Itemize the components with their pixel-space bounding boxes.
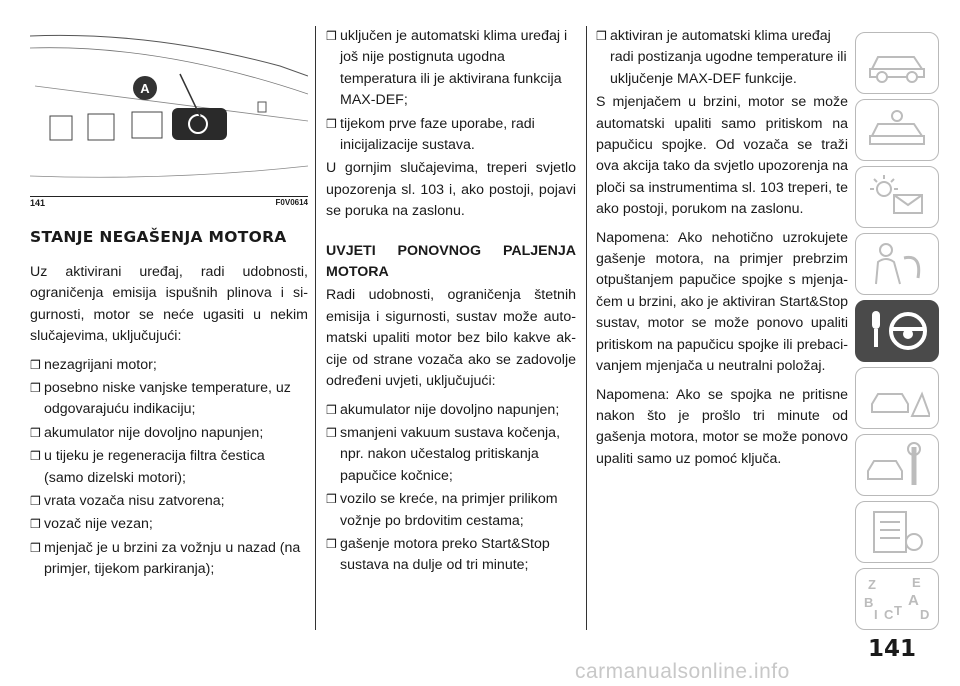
tab-index[interactable] <box>855 568 939 630</box>
svg-text:T: T <box>894 603 902 618</box>
column-divider <box>315 26 316 630</box>
tab-car[interactable] <box>855 32 939 94</box>
tab-maintenance[interactable] <box>855 434 939 496</box>
dashboard-figure <box>30 26 308 196</box>
bullet-icon: ❒ <box>326 116 337 131</box>
section-heading-uvjeti: UVJETI PONOVNOG PALJENJA MOTORA <box>326 242 576 281</box>
svg-text:E: E <box>912 575 921 590</box>
list-item: ❒ aktiviran je automatski klima uređaj radi postizanja ugodne temperature ili uključenje MAX-DEF funkcije. <box>596 26 848 90</box>
paragraph: Napomena: Ako nehotično uzrokujete gašenje motora, na primjer prebrzim otpuštanjem papučice spojke s mjenja-čem u brzini, ako je aktiviran Start&Stop sustav, motor se može ponovo upaliti pritiskom na papučicu spojke ili prebaci-vanjem mjenjača u neutralni položaj. <box>596 229 848 375</box>
list-item: ❒ akumulator nije dovoljno napunjen; <box>326 400 576 421</box>
bullet-icon: ❒ <box>30 449 41 464</box>
list-item: ❒ vozilo se kreće, na primjer prilikom vožnje po brdovitim cestama; <box>326 489 576 532</box>
list-item: ❒ nezagrijani motor; <box>30 355 308 376</box>
svg-text:I: I <box>874 607 878 622</box>
page-number: 141 <box>867 636 916 662</box>
alphabet-index-icon <box>864 575 930 623</box>
svg-text:A: A <box>908 592 919 609</box>
list-item: ❒ gašenje motora preko Start&Stop sustava na dulje od tri minute; <box>326 534 576 577</box>
svg-text:D: D <box>920 607 930 622</box>
paragraph: Uz aktivirani uređaj, radi udobnosti, ograničenja emisija ispušnih plinova i si-gurnosti, motor se neće ugasiti u nekim slučajevima, uključujući: <box>30 264 308 345</box>
tab-car-info[interactable] <box>855 99 939 161</box>
bullet-icon: ❒ <box>326 536 337 551</box>
list-item: ❒ u tijeku je regeneracija filtra čestica (samo dizelski motori); <box>30 446 308 489</box>
watermark: carmanualsonline.info <box>575 660 790 683</box>
emergency-triangle-icon <box>864 374 930 422</box>
list-item: ❒ vozač nije vezan; <box>30 514 308 535</box>
column-1 <box>30 262 308 583</box>
svg-text:C: C <box>884 607 894 622</box>
bullet-icon: ❒ <box>30 540 41 555</box>
bullet-icon: ❒ <box>326 29 337 43</box>
list-item: ❒ smanjeni vakuum sustava kočenja, npr. nakon učestalog pritiskanja papučice kočnice; <box>326 423 576 487</box>
bullet-icon: ❒ <box>30 357 41 372</box>
tab-safety[interactable] <box>855 233 939 295</box>
column-2 <box>326 26 576 579</box>
list-item: ❒ vrata vozača nisu zatvorena; <box>30 491 308 512</box>
paragraph: Radi udobnosti, ograničenja štetnih emisija i sigurnosti, sustav može auto-matski upaliti motor bez bilo kakve ak-cije od strane vozača ako se zadovolje određeni uvjeti, uključujući: <box>326 287 576 390</box>
paragraph: U gornjim slučajevima, treperi svjetlo upozorenja sl. 103 i, ako postoji, pojavi se poruka na zaslonu. <box>326 160 576 220</box>
tab-starting-driving[interactable] <box>855 300 939 362</box>
key-steering-wheel-icon <box>864 307 930 355</box>
bullet-icon: ❒ <box>30 494 41 509</box>
figure-code: F0V0614 <box>275 198 308 207</box>
bullet-icon: ❒ <box>326 425 337 440</box>
list-item: ❒ uključen je automatski klima uređaj i još nije postignuta ugodna temperatura ili je aktivirana funkcija MAX-DEF; <box>326 26 576 112</box>
tab-warning-lights[interactable] <box>855 166 939 228</box>
paragraph: Napomena: Ako se spojka ne pritisne nakon što je prošlo tri minute od gašenja motora, motor se može ponovo upaliti samo uz pomoć ključa. <box>596 386 848 467</box>
section-heading-stanje: STANJE NEGAŠENJA MOTORA <box>30 228 287 246</box>
warning-lights-icon <box>864 173 930 221</box>
seatbelt-safety-icon <box>864 240 930 288</box>
list-item: ❒ posebno niske vanjske temperature, uz odgovarajuću indikaciju; <box>30 378 308 421</box>
bullet-icon: ❒ <box>326 492 337 507</box>
maintenance-wrench-icon <box>864 441 930 489</box>
figure-callout-a: A <box>140 81 150 96</box>
car-info-icon <box>864 106 930 154</box>
tab-technical-data[interactable] <box>855 501 939 563</box>
list-item: ❒ mjenjač je u brzini za vožnju u nazad (na primjer, tijekom parkiranja); <box>30 538 308 581</box>
figure-caption <box>30 196 308 211</box>
svg-text:B: B <box>864 595 874 610</box>
paragraph: S mjenjačem u brzini, motor se može automatski upaliti samo pritiskom na papučicu spojke. Od vozača se traži ova akcija tako da svjetlo upozorenja na ploči sa instrumentima sl. 103 treperi, te ako postoji, porukom na zaslonu. <box>596 94 848 218</box>
technical-data-icon <box>864 508 930 556</box>
bullet-icon: ❒ <box>30 425 41 440</box>
tab-emergency[interactable] <box>855 367 939 429</box>
list-item: ❒ akumulator nije dovoljno napunjen; <box>30 423 308 444</box>
bullet-icon: ❒ <box>30 517 41 532</box>
figure-number: 141 <box>30 198 46 208</box>
car-icon <box>864 39 930 87</box>
bullet-icon: ❒ <box>596 29 607 43</box>
column-divider <box>586 26 587 630</box>
list-item: ❒ tijekom prve faze uporabe, radi inicijalizacije sustava. <box>326 114 576 157</box>
column-3 <box>596 26 848 477</box>
svg-text:Z: Z <box>868 577 876 592</box>
bullet-icon: ❒ <box>30 381 41 396</box>
bullet-icon: ❒ <box>326 402 337 417</box>
